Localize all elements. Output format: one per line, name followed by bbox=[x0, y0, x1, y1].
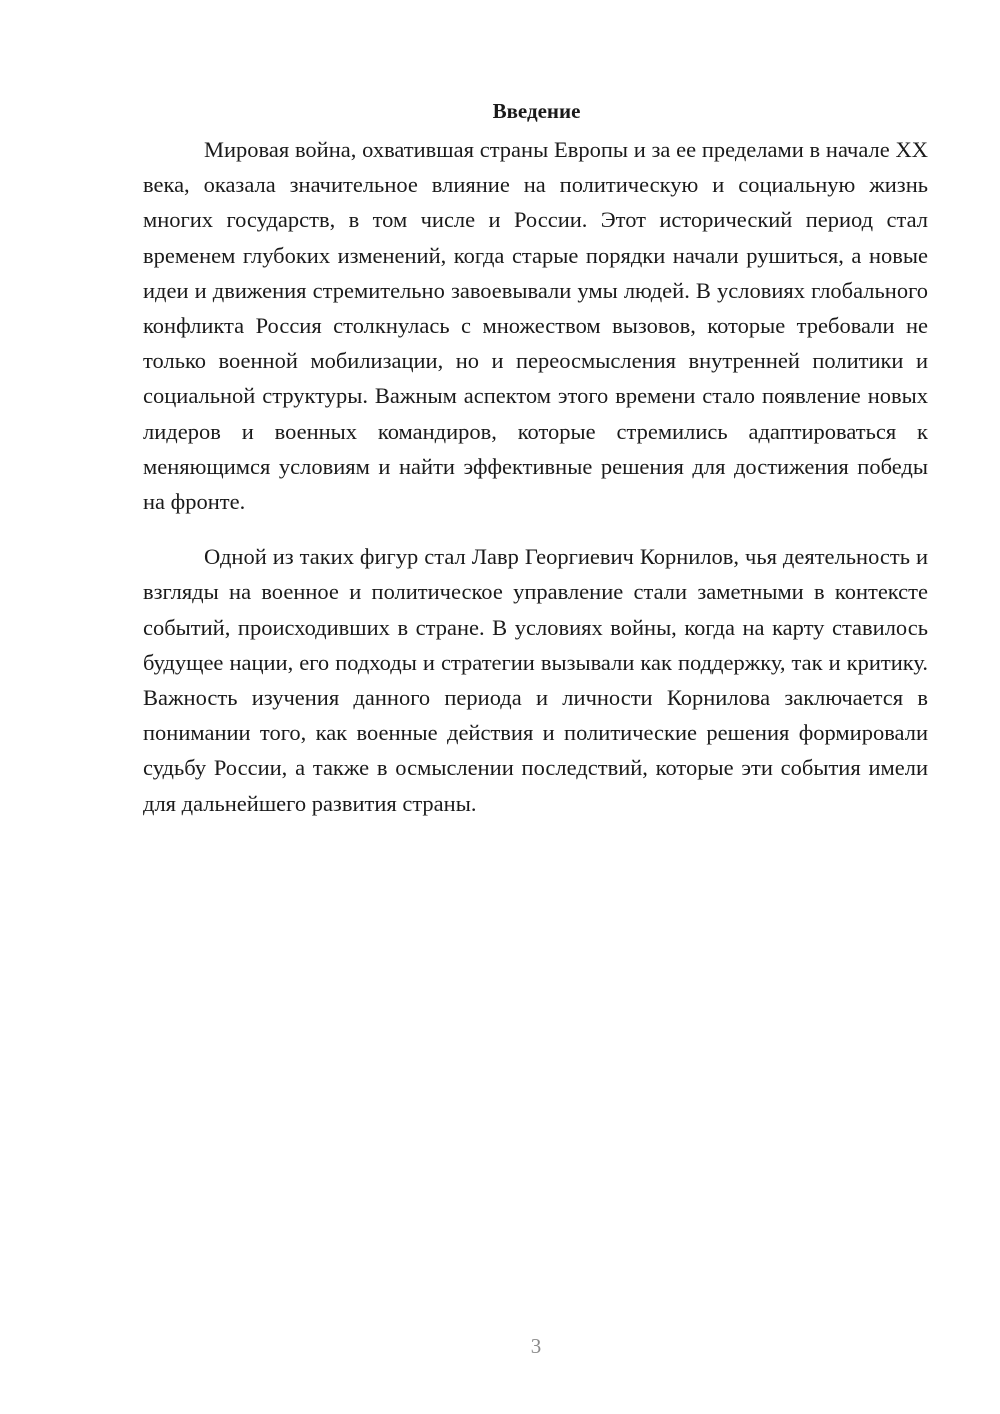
paragraph-2: Одной из таких фигур стал Лавр Георгиевич Корнилов, чья деятельность и взгляды на военное и политическое управление стали заметными в контексте событий, происходивших в стране. В условиях войны, когда на карту ставилось будущее нации, его подходы и стратегии вызывали как поддержку, так и критику. Важность изучения данного периода и личности Корнилова заключается в понимании того, как военные действия и политические решения формировали судьбу России, а также в осмыслении последствий, которые эти события имели для дальнейшего развития страны. bbox=[143, 544, 928, 816]
section-title: Введение bbox=[492, 99, 581, 123]
paragraph-1: Мировая война, охватившая страны Европы и за ее пределами в начале XX века, оказала значительное влияние на политическую и социальную жизнь многих государств, в том числе и России. Этот исторический период стал временем глубоких изменений, когда старые порядки начали рушиться, а новые идеи и движения стремительно завоевывали умы людей. В условиях глобального конфликта Россия столкнулась с множеством вызовов, которые требовали не только военной мобилизации, но и переосмысления внутренней политики и социальной структуры. Важным аспектом этого времени стало появление новых лидеров и военных командиров, которые стремились адаптироваться к меняющимся условиям и найти эффективные решения для достижения победы на фронте. bbox=[143, 137, 928, 515]
page-number: 3 bbox=[530, 1334, 542, 1358]
page-content bbox=[143, 96, 928, 821]
